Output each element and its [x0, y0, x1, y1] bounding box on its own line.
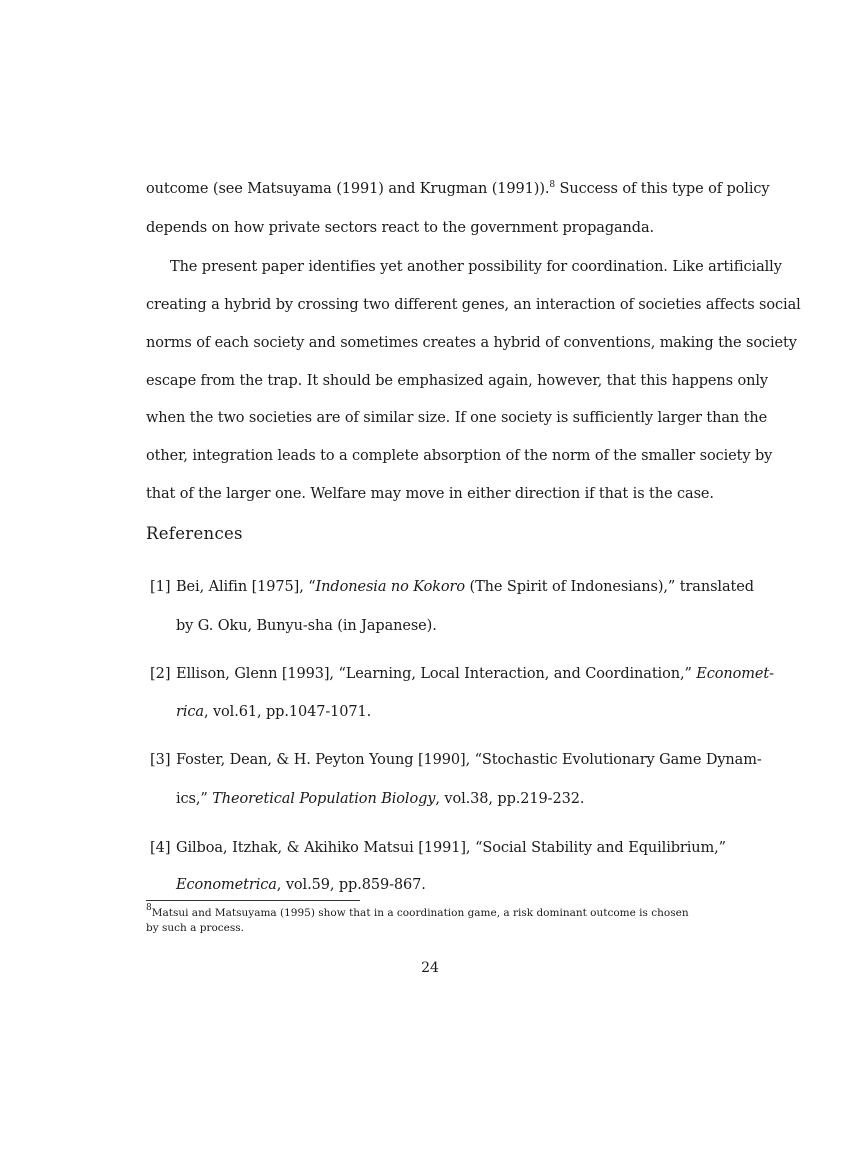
body-line: norms of each society and sometimes creates a hybrid of conventions, making the society — [146, 335, 797, 351]
reference-number: [4] — [150, 840, 171, 856]
reference-line: rica, vol.61, pp.1047-1071. — [176, 704, 372, 720]
body-line: The present paper identifies yet another possibility for coordination. Like artificially — [170, 259, 782, 275]
reference-line: Foster, Dean, & H. Peyton Young [1990], “Stochastic Evolutionary Game Dynam- — [176, 752, 762, 768]
reference-number: [2] — [150, 666, 171, 682]
body-line: creating a hybrid by crossing two different genes, an interaction of societies affects social — [146, 297, 801, 313]
reference-number: [1] — [150, 579, 171, 595]
reference-number: [3] — [150, 752, 171, 768]
references-heading: References — [146, 524, 243, 543]
body-line: escape from the trap. It should be emphasized again, however, that this happens only — [146, 373, 768, 389]
reference-line: Econometrica, vol.59, pp.859-867. — [176, 877, 426, 893]
reference-line: ics,” Theoretical Population Biology, vol.38, pp.219-232. — [176, 791, 585, 807]
body-line: when the two societies are of similar size. If one society is sufficiently larger than the — [146, 410, 768, 426]
footnote-line: $^8$Matsui and Matsuyama (1995) show that in a coordination game, a risk dominant outcome is chosen — [146, 903, 689, 919]
body-line: other, integration leads to a complete absorption of the norm of the smaller society by — [146, 448, 773, 464]
page-number: 24 — [421, 960, 439, 976]
footnote-rule — [146, 900, 360, 901]
footnote-line: by such a process. — [146, 922, 244, 934]
footnote-marker[interactable]: 8 — [549, 180, 556, 190]
reference-line: Bei, Alifin [1975], “Indonesia no Kokoro (The Spirit of Indonesians),” translated — [176, 579, 754, 595]
reference-line: Ellison, Glenn [1993], “Learning, Local Interaction, and Coordination,” Economet- — [176, 666, 774, 682]
footnote-mark: 8 — [146, 903, 152, 913]
body-line: that of the larger one. Welfare may move in either direction if that is the case. — [146, 486, 714, 502]
body-line: outcome (see Matsuyama (1991) and Krugman (1991)).$^8$ Success of this type of policy — [146, 180, 770, 197]
reference-line: by G. Oku, Bunyu-sha (in Japanese). — [176, 618, 437, 634]
reference-line: Gilboa, Itzhak, & Akihiko Matsui [1991], “Social Stability and Equilibrium,” — [176, 840, 726, 856]
body-line: depends on how private sectors react to the government propaganda. — [146, 220, 655, 236]
